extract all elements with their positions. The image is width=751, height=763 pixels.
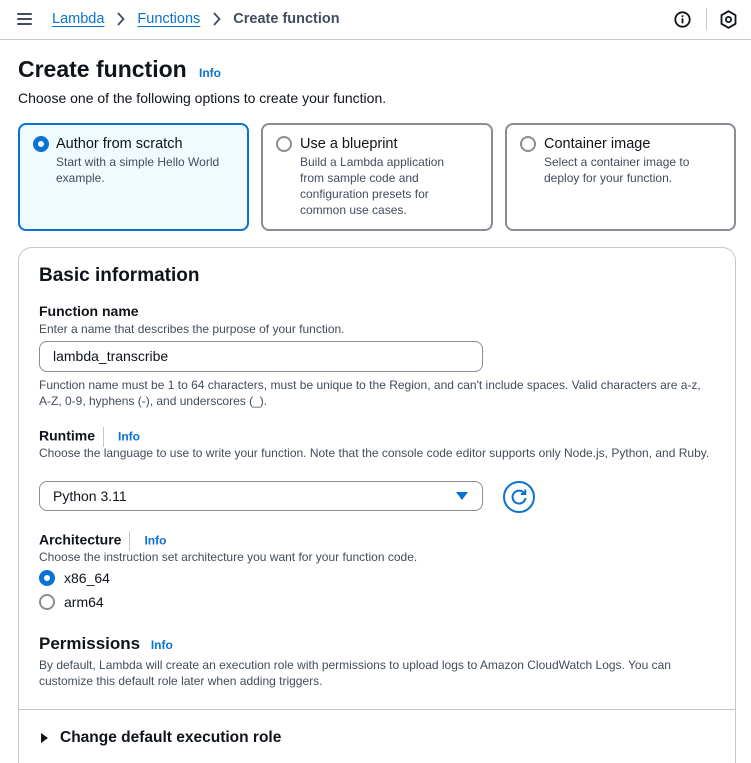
breadcrumb <box>52 10 340 28</box>
page-description: Choose one of the following options to create your function. <box>18 90 387 106</box>
permissions-title: Permissions <box>39 634 141 653</box>
radio-x86[interactable] <box>39 570 55 586</box>
page-title: Create function <box>18 56 187 82</box>
runtime-select[interactable] <box>39 481 483 511</box>
runtime-value: Python 3.11 <box>53 488 127 504</box>
basic-information-card <box>18 247 736 763</box>
function-name-value: lambda_transcribe <box>53 348 169 364</box>
divider <box>19 709 735 710</box>
info-circle-icon[interactable] <box>674 11 691 28</box>
runtime-info-link[interactable]: Info <box>118 429 140 444</box>
function-name-constraint: Function name must be 1 to 64 characters, must be unique to the Region, and can't include spaces. Valid characters are a-z, A-Z, 0-9, hyphens (-), and underscores (_). <box>39 378 701 408</box>
option-description: Start with a simple Hello World example. <box>56 155 220 185</box>
menu-icon[interactable] <box>17 13 32 25</box>
caret-right-icon <box>41 733 48 743</box>
option-title: Author from scratch <box>56 136 183 152</box>
architecture-option-label: x86_64 <box>64 570 110 586</box>
label-divider <box>129 531 130 551</box>
option-description: Select a container image to deploy for your function. <box>544 155 690 185</box>
permissions-info-link[interactable]: Info <box>150 638 173 652</box>
architecture-option-x86[interactable] <box>39 570 110 586</box>
breadcrumb-current: Create function <box>233 11 340 27</box>
label-divider <box>103 427 104 447</box>
permissions-title-row <box>39 634 173 654</box>
option-title: Use a blueprint <box>300 136 398 152</box>
runtime-label-row <box>39 427 140 447</box>
chevron-right-icon <box>212 12 221 26</box>
breadcrumb-functions[interactable]: Functions <box>137 11 201 27</box>
option-author-from-scratch[interactable] <box>18 123 249 231</box>
settings-hexagon-icon[interactable] <box>720 10 737 29</box>
architecture-option-label: arm64 <box>64 594 104 610</box>
architecture-label: Architecture <box>39 531 122 548</box>
architecture-label-row <box>39 531 166 551</box>
architecture-info-link[interactable]: Info <box>144 533 167 548</box>
runtime-description: Choose the language to use to write your function. Note that the console code editor supports only Node.js, Python, and Ruby. <box>39 446 710 460</box>
refresh-button[interactable] <box>503 481 535 513</box>
function-name-input[interactable] <box>39 341 483 372</box>
architecture-option-arm64[interactable] <box>39 594 104 610</box>
option-container-image[interactable] <box>505 123 736 231</box>
radio-arm64[interactable] <box>39 594 55 610</box>
title-info-link[interactable]: Info <box>199 66 221 80</box>
refresh-icon <box>505 483 533 511</box>
function-name-label: Function name <box>39 303 139 319</box>
section-title: Basic information <box>39 265 200 286</box>
option-description: Build a Lambda application from sample code and configuration presets for common use cases. <box>300 155 445 217</box>
change-default-execution-role-expander[interactable] <box>41 729 281 747</box>
radio-author-from-scratch[interactable] <box>33 136 49 152</box>
breadcrumb-lambda[interactable]: Lambda <box>52 11 105 27</box>
top-navigation-bar <box>0 0 751 40</box>
chevron-right-icon <box>116 12 125 26</box>
option-use-a-blueprint[interactable] <box>261 123 493 231</box>
toolbar-divider <box>706 8 707 30</box>
architecture-description: Choose the instruction set architecture you want for your function code. <box>39 550 418 564</box>
permissions-description: By default, Lambda will create an execution role with permissions to upload logs to Amazon CloudWatch Logs. You can customize this default role later when adding triggers. <box>39 658 671 688</box>
runtime-label: Runtime <box>39 427 95 444</box>
radio-use-a-blueprint[interactable] <box>276 136 292 152</box>
radio-container-image[interactable] <box>520 136 536 152</box>
option-title: Container image <box>544 136 651 152</box>
caret-down-icon <box>456 492 468 500</box>
function-name-description: Enter a name that describes the purpose of your function. <box>39 322 345 336</box>
expander-label: Change default execution role <box>60 729 282 746</box>
